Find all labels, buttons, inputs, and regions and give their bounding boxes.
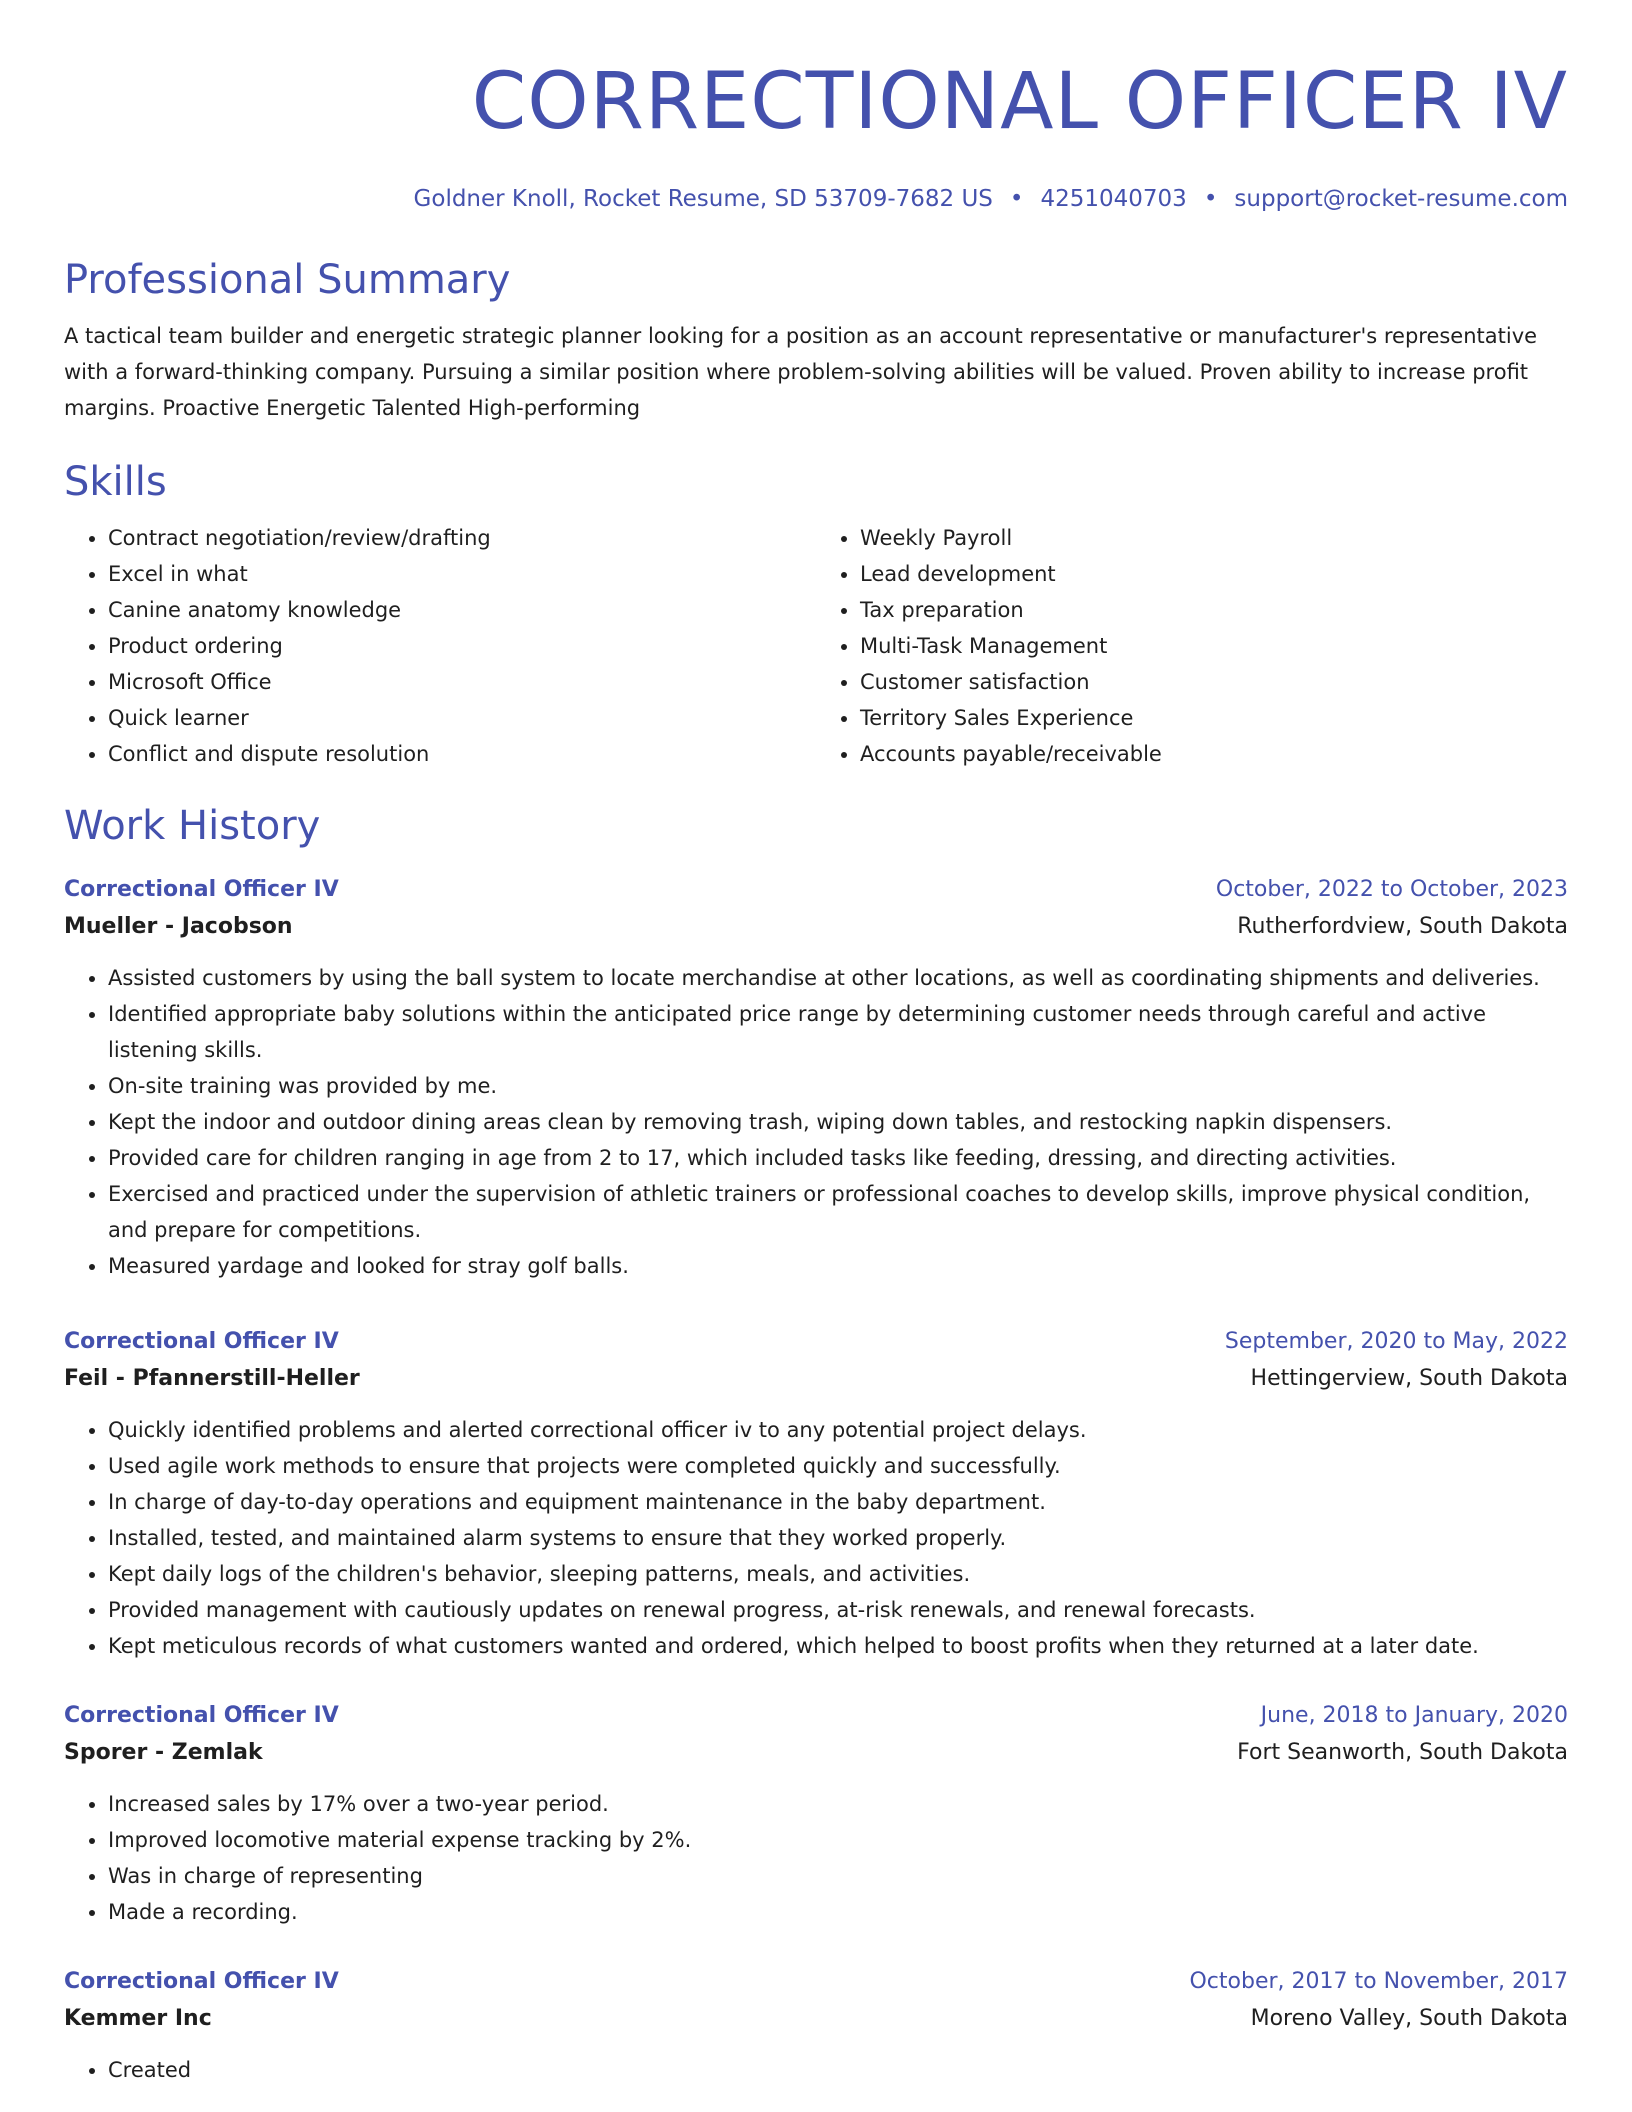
job-header-row xyxy=(64,1964,1568,2000)
skill-item: • Territory Sales Experience xyxy=(860,700,1568,736)
job-bullets xyxy=(64,2052,1568,2088)
job-role: Correctional Officer IV xyxy=(64,1329,339,1354)
skill-item: • Tax preparation xyxy=(860,592,1568,628)
job-bullet: • Measured yardage and looked for stray golf balls. xyxy=(108,1248,1568,1284)
job-header-row xyxy=(64,872,1568,908)
job-company-row xyxy=(64,1360,1568,1398)
job-bullet: • Identified appropriate baby solutions within the anticipated price range by determining customer needs through careful and active listening skills. xyxy=(108,996,1568,1068)
summary-heading: Professional Summary xyxy=(64,257,511,303)
skill-item: • Contract negotiation/review/drafting xyxy=(108,520,816,556)
job-dates: October, 2017 to November, 2017 xyxy=(1189,1969,1568,1994)
skill-item: • Microsoft Office xyxy=(108,664,816,700)
job-bullet: • Kept the indoor and outdoor dining areas clean by removing trash, wiping down tables, and restocking napkin dispensers. xyxy=(108,1104,1568,1140)
work-history-heading: Work History xyxy=(64,803,321,849)
contact-address: Goldner Knoll, Rocket Resume, SD 53709-7682 US xyxy=(413,186,993,212)
job-bullet: • Exercised and practiced under the supervision of athletic trainers or professional coaches to develop skills, improve physical condition, and prepare for competitions. xyxy=(108,1176,1568,1248)
job-location: Rutherfordview, South Dakota xyxy=(1237,914,1568,939)
contact-separator: • xyxy=(1009,186,1024,212)
skill-item: • Quick learner xyxy=(108,700,816,736)
job-bullet: • Improved locomotive material expense tracking by 2%. xyxy=(108,1822,1568,1858)
job-company: Sporer - Zemlak xyxy=(64,1740,263,1765)
job-bullet: • Made a recording. xyxy=(108,1894,1568,1930)
job-header-row xyxy=(64,1698,1568,1734)
job-bullet: • Kept daily logs of the children's behavior, sleeping patterns, meals, and activities. xyxy=(108,1556,1568,1592)
job-location: Hettingerview, South Dakota xyxy=(1250,1366,1568,1391)
contact-phone: 4251040703 xyxy=(1040,186,1187,212)
skills-columns xyxy=(64,520,1568,772)
summary-text: A tactical team builder and energetic strategic planner looking for a position as an account representative or manufacturer's representative with a forward-thinking company. Pursuing a similar position where problem-solving abilities will be valued. Proven ability to increase profit margins. Proactive Energetic Talented High-performing xyxy=(64,324,1538,420)
skill-item: • Accounts payable/receivable xyxy=(860,736,1568,772)
job-bullet: • Increased sales by 17% over a two-year period. xyxy=(108,1786,1568,1822)
job-company-row xyxy=(64,2000,1568,2038)
skills-list-left xyxy=(64,520,816,772)
skill-item: • Customer satisfaction xyxy=(860,664,1568,700)
job-bullets xyxy=(64,960,1568,1284)
skill-item: • Excel in what xyxy=(108,556,816,592)
job-bullet: • Quickly identified problems and alerted correctional officer iv to any potential project delays. xyxy=(108,1412,1568,1448)
skill-item: • Conflict and dispute resolution xyxy=(108,736,816,772)
job-company: Kemmer Inc xyxy=(64,2006,212,2031)
job-bullet: • In charge of day-to-day operations and equipment maintenance in the baby department. xyxy=(108,1484,1568,1520)
job-entry xyxy=(64,872,1568,1284)
job-bullet: • On-site training was provided by me. xyxy=(108,1068,1568,1104)
job-bullet: • Kept meticulous records of what customers wanted and ordered, which helped to boost profits when they returned at a later date. xyxy=(108,1628,1568,1664)
resume-title: CORRECTIONAL OFFICER IV xyxy=(471,57,1568,147)
job-location: Moreno Valley, South Dakota xyxy=(1250,2006,1568,2031)
job-bullet: • Created xyxy=(108,2052,1568,2088)
skill-item: • Canine anatomy knowledge xyxy=(108,592,816,628)
job-company-row xyxy=(64,1734,1568,1772)
job-company: Feil - Pfannerstill-Heller xyxy=(64,1366,360,1391)
job-bullet: • Used agile work methods to ensure that projects were completed quickly and successfully. xyxy=(108,1448,1568,1484)
skill-item: • Product ordering xyxy=(108,628,816,664)
contact-email[interactable]: support@rocket-resume.com xyxy=(1234,186,1568,212)
job-role: Correctional Officer IV xyxy=(64,877,339,902)
job-bullets xyxy=(64,1412,1568,1664)
job-bullet: • Provided care for children ranging in age from 2 to 17, which included tasks like feeding, dressing, and directing activities. xyxy=(108,1140,1568,1176)
job-bullet: • Installed, tested, and maintained alarm systems to ensure that they worked properly. xyxy=(108,1520,1568,1556)
job-entry xyxy=(64,1324,1568,1664)
job-dates: October, 2022 to October, 2023 xyxy=(1215,877,1568,902)
job-role: Correctional Officer IV xyxy=(64,1703,339,1728)
job-company: Mueller - Jacobson xyxy=(64,914,293,939)
job-dates: June, 2018 to January, 2020 xyxy=(1260,1703,1568,1728)
skill-item: • Multi-Task Management xyxy=(860,628,1568,664)
resume-header xyxy=(64,0,1568,214)
job-bullets xyxy=(64,1786,1568,1930)
job-bullet: • Provided management with cautiously updates on renewal progress, at-risk renewals, and renewal forecasts. xyxy=(108,1592,1568,1628)
job-bullet: • Was in charge of representing xyxy=(108,1858,1568,1894)
skills-heading: Skills xyxy=(64,459,167,505)
job-role: Correctional Officer IV xyxy=(64,1969,339,1994)
job-header-row xyxy=(64,1324,1568,1360)
job-bullet: • Assisted customers by using the ball system to locate merchandise at other locations, as well as coordinating shipments and deliveries. xyxy=(108,960,1568,996)
job-entry xyxy=(64,1698,1568,1930)
contact-line xyxy=(64,184,1568,214)
job-dates: September, 2020 to May, 2022 xyxy=(1224,1329,1568,1354)
skills-list-right xyxy=(816,520,1568,772)
job-location: Fort Seanworth, South Dakota xyxy=(1237,1740,1568,1765)
contact-separator: • xyxy=(1203,186,1218,212)
skill-item: • Weekly Payroll xyxy=(860,520,1568,556)
skill-item: • Lead development xyxy=(860,556,1568,592)
job-company-row xyxy=(64,908,1568,946)
job-entry xyxy=(64,1964,1568,2088)
